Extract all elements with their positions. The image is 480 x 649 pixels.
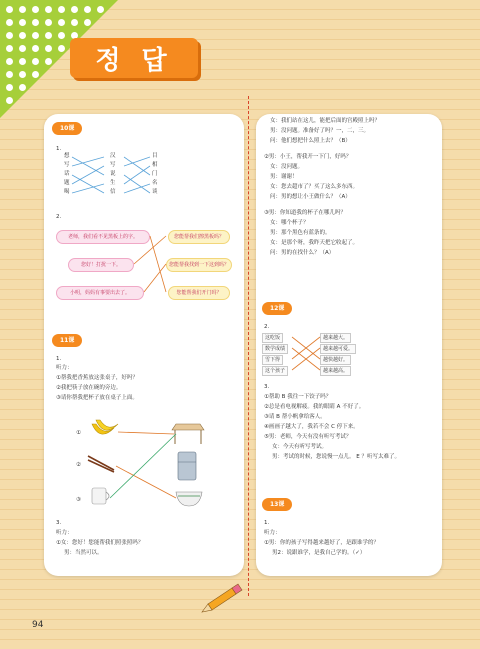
- fridge-icon: [178, 452, 196, 480]
- pencil-icon: [202, 584, 242, 612]
- match-word: 信: [110, 189, 116, 195]
- exercise-line: 女：今天有听写考试。: [272, 444, 328, 450]
- speech-bubble: 小明，妈妈有事要出去了。: [56, 286, 144, 300]
- speech-bubble: 您能帮我们开门吗？: [168, 286, 230, 300]
- match-word: 说: [110, 171, 116, 177]
- bubble-lines: [134, 236, 166, 292]
- chopsticks-icon: [88, 456, 114, 472]
- dialog-line: 男2：说跟谁学，是我自己学的。（✓）: [272, 550, 366, 556]
- match-box-right: 越来越高。: [320, 366, 351, 376]
- dialog-line: 问：他们想把什么照上去？（B）: [270, 138, 351, 144]
- picture-matching-lines: [110, 432, 176, 498]
- question-number: 1.: [264, 520, 270, 526]
- dialog-line: ②男：小王，帮我开一下门，好吗？: [264, 154, 352, 160]
- table-icon: [172, 424, 204, 444]
- speech-bubble: 您好！打扰一下。: [68, 258, 134, 272]
- question-number: 1.: [56, 356, 62, 362]
- match-word: 生: [110, 180, 116, 186]
- question-number: 2.: [264, 324, 270, 330]
- item-number: ③: [76, 497, 81, 503]
- question-number: 1.: [56, 146, 62, 152]
- dialog-line: ③男：你知道我的杯子在哪儿吗？: [264, 210, 346, 216]
- match-box-left: 这个孩子: [262, 366, 288, 376]
- match-word: 相: [152, 162, 158, 168]
- page-number: 94: [32, 620, 44, 630]
- lesson-badge: 11课: [52, 334, 82, 347]
- match-word: 汉: [110, 153, 116, 159]
- banana-icon: [92, 420, 118, 434]
- lesson-badge: 12课: [262, 302, 292, 315]
- dialog-line: 问：男的想让小王做什么？（A）: [270, 194, 351, 200]
- item-number: ②: [76, 462, 81, 468]
- question-number: 3.: [264, 384, 270, 390]
- match-box-left: 这吃饭: [262, 333, 283, 343]
- listening-item: ②我把筷子放在碗的旁边。: [56, 385, 122, 391]
- speech-bubble: 您能帮我们擦黑板吗？: [168, 230, 230, 244]
- match-box-right: 越来越大。: [320, 333, 351, 343]
- item-number: ①: [76, 430, 81, 436]
- listening-label: 听力：: [264, 530, 281, 536]
- page-title: 정 답: [70, 38, 198, 78]
- listening-label: 听力：: [56, 365, 73, 371]
- match-box-right: 越来越可爱。: [320, 344, 356, 354]
- exercise-line: ②总是看电视解疲。我的眼睛 A 不好了。: [264, 404, 365, 410]
- exercise-line: ①帮助 B 我往一下饺子吗？: [264, 394, 332, 400]
- match-box-left: 数学成绩: [262, 344, 288, 354]
- match-word: 写: [110, 162, 116, 168]
- dialog-line: 男：当然可以。: [64, 550, 103, 556]
- dialog-line: 女：我们站在这儿，能把后面的宫殿照上吗？: [270, 118, 381, 124]
- match-word: 名: [152, 180, 158, 186]
- dialog-line: ①女：您好！您能帮我们照张照吗？: [56, 540, 144, 546]
- match-box-left: 雪下得: [262, 355, 283, 365]
- listening-item: ①帮我把香蕉放这张桌子，好吗？: [56, 375, 138, 381]
- match-word: 目: [152, 153, 158, 159]
- match-word: 想: [64, 153, 70, 159]
- exercise-line: 男：考试的时候，您说慢一点儿。 E ？听写太难了。: [272, 454, 400, 460]
- matching-lines: [72, 157, 150, 193]
- match-word: 谈: [152, 189, 158, 195]
- question-number: 3.: [56, 520, 62, 526]
- exercise-line: ⑤男：老师，今天有没有听写考试？: [264, 434, 352, 440]
- bowl-icon: [176, 492, 202, 506]
- dialog-line: 女：您去超市了？买了这么多东西。: [270, 184, 359, 190]
- speech-bubble: 老师，我们看不见黑板上的字。: [56, 230, 150, 244]
- dialog-line: 男：没问题。准备好了吗？一，二，三。: [270, 128, 370, 134]
- lesson12-lines: [292, 337, 320, 370]
- lesson-badge: 13课: [262, 498, 292, 511]
- lesson-badge: 10课: [52, 122, 82, 135]
- listening-item: ③请你帮我把杯子放在桌子上面。: [56, 395, 138, 401]
- dialog-line: 男：那个黑色有蓝条的。: [270, 230, 331, 236]
- match-word: 门: [152, 171, 158, 177]
- dialog-line: 问：男的在找什么？（A）: [270, 250, 335, 256]
- question-number: 2.: [56, 214, 62, 220]
- match-word: 喝: [64, 189, 70, 195]
- dialog-line: 男：谢谢！: [270, 174, 298, 180]
- match-word: 话: [64, 171, 70, 177]
- cup-icon: [92, 488, 109, 504]
- match-word: 写: [64, 162, 70, 168]
- match-word: 题: [64, 180, 70, 186]
- match-box-right: 越快越好。: [320, 355, 351, 365]
- speech-bubble: 您能帮我找到一下这到吗？: [166, 258, 232, 272]
- dialog-line: 女：哪个杯子？: [270, 220, 309, 226]
- exercise-line: ③请 B 帮小帆拿给客人。: [264, 414, 326, 420]
- dialog-line: ①男：你的孩子写得越来越好了，是跟谁学的？: [264, 540, 379, 546]
- exercise-line: ④画画子越大了，我若不会 C 停下来。: [264, 424, 359, 430]
- dialog-line: 女：没问题。: [270, 164, 304, 170]
- listening-label: 听力：: [56, 530, 73, 536]
- dialog-line: 女：是那个呀，我昨天把它收起了。: [270, 240, 359, 246]
